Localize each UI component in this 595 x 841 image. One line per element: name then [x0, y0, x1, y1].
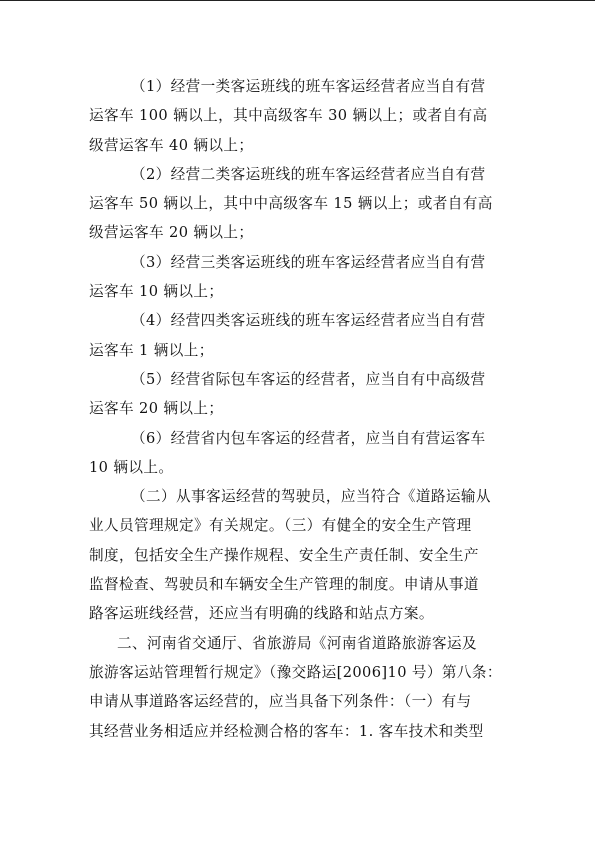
- text-line: （2）经营二类客运班线的班车客运经营者应当自有营: [131, 165, 486, 183]
- text-line: 二、河南省交通厅、省旅游局《河南省道路旅游客运及: [117, 634, 477, 652]
- text-line: 运客车 100 辆以上，其中高级客车 30 辆以上；或者自有高: [89, 107, 488, 125]
- text-line: 级营运客车 40 辆以上；: [89, 136, 254, 154]
- text-line: 运客车 50 辆以上，其中中高级客车 15 辆以上；或者自有高: [89, 195, 493, 213]
- text-line: （5）经营省际包车客运的经营者，应当自有中高级营: [131, 370, 486, 388]
- text-line: （1）经营一类客运班线的班车客运经营者应当自有营: [131, 78, 486, 95]
- text-line: （6）经营省内包车客运的经营者，应当自有营运客车: [131, 429, 486, 447]
- text-line: （二）从事客运经营的驾驶员，应当符合《道路运输从: [131, 488, 491, 506]
- text-line: 旅游客运站管理暂行规定》（豫交路运[2006]10 号）第八条：: [89, 663, 502, 681]
- text-line: 路客运班线经营，还应当有明确的线路和站点方案。: [89, 605, 434, 623]
- top-border-line: [0, 0, 595, 1]
- text-line: 运客车 10 辆以上；: [89, 283, 224, 301]
- text-line: 级营运客车 20 辆以上；: [89, 224, 254, 242]
- text-line: （3）经营三类客运班线的班车客运经营者应当自有营: [131, 253, 486, 271]
- text-line: 运客车 1 辆以上；: [89, 341, 214, 359]
- text-line: 监督检查、驾驶员和车辆安全生产管理的制度。申请从事道: [89, 576, 479, 594]
- text-line: 其经营业务相适应并经检测合格的客车：1. 客车技术和类型: [89, 722, 484, 740]
- document-body: [89, 72, 509, 746]
- text-line: 业人员管理规定》有关规定。（三）有健全的安全生产管理: [89, 517, 472, 535]
- text-line: 制度，包括安全生产操作规程、安全生产责任制、安全生产: [89, 546, 479, 564]
- text-line: 申请从事道路客运经营的，应当具备下列条件：（一）有与: [89, 693, 472, 711]
- text-line: （4）经营四类客运班线的班车客运经营者应当自有营: [131, 312, 486, 330]
- text-line: 运客车 20 辆以上；: [89, 400, 224, 418]
- text-line: 10 辆以上。: [89, 458, 174, 476]
